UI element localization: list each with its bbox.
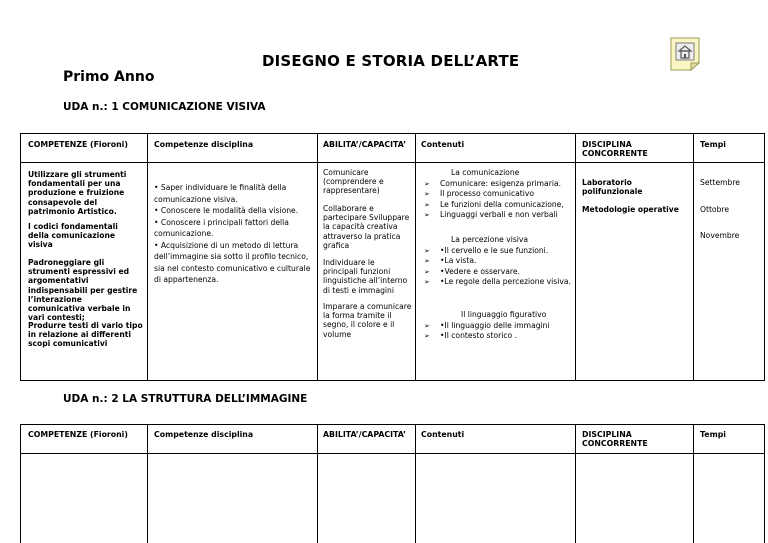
competenza-disciplina-item: • Saper individuare le finalità della comunicazione visiva. bbox=[154, 183, 287, 204]
uda1-table bbox=[20, 133, 765, 381]
competenza-disciplina-item: • Conoscere le modalità della visione. bbox=[154, 206, 299, 215]
home-icon[interactable] bbox=[670, 37, 700, 71]
abilita-item: Imparare a comunicare la forma tramite il segno, il colore e il volume bbox=[323, 302, 412, 339]
contenuti-item: ➢ Le funzioni della comunicazione, bbox=[421, 200, 573, 211]
contenuti-item: ➢ Comunicare: esigenza primaria. bbox=[421, 179, 573, 190]
uda1-header-contenuti: Contenuti bbox=[421, 140, 465, 149]
competenza-disciplina-item: • Conoscere i principali fattori della comunicazione. bbox=[154, 217, 289, 238]
uda1-heading: UDA n.: 1 COMUNICAZIONE VISIVA bbox=[63, 101, 266, 113]
uda2-header-abilita: ABILITA’/CAPACITA’ bbox=[323, 430, 406, 439]
contenuti-item: ➢ Linguaggi verbali e non verbali bbox=[421, 210, 573, 221]
abilita-item: Individuare le principali funzioni linguistiche all’interno di testi e immagini bbox=[323, 258, 408, 295]
year-heading: Primo Anno bbox=[63, 69, 155, 85]
tempi-item: Novembre bbox=[700, 231, 740, 240]
contenuti-item: ➢ •Vedere e osservare. bbox=[421, 267, 573, 278]
competenza-item: Utilizzare gli strumenti fondamentali per una produzione e fruizione consapevole del patrimonio Artistico. bbox=[28, 170, 127, 216]
contenuti-group-title: La percezione visiva bbox=[451, 235, 529, 244]
contenuti-item: ➢ •Le regole della percezione visiva. bbox=[421, 277, 573, 288]
contenuti-group-2 bbox=[421, 235, 573, 288]
uda1-header-competenze: COMPETENZE (Fioroni) bbox=[28, 140, 128, 149]
abilita-item: Collaborare e partecipare Sviluppare la capacità creativa attraverso la pratica grafica bbox=[323, 204, 410, 250]
tempi-item: Settembre bbox=[700, 178, 740, 187]
contenuti-group-title: Il linguaggio figurativo bbox=[461, 310, 547, 319]
competenza-item: I codici fondamentali della comunicazione visiva bbox=[28, 222, 118, 250]
contenuti-item: ➢ Il processo comunicativo bbox=[421, 189, 573, 200]
competenza-item: Padroneggiare gli strumenti espressivi ed argomentativi indispensabili per gestire l’interazione comunicativa verbale in vari contesti; bbox=[28, 258, 138, 323]
competenze-disciplina-list bbox=[154, 182, 314, 286]
uda1-header-tempi: Tempi bbox=[700, 140, 726, 149]
tempi-item: Ottobre bbox=[700, 205, 730, 214]
uda1-header-competenze-disciplina: Competenze disciplina bbox=[154, 140, 254, 149]
uda2-header-contenuti: Contenuti bbox=[421, 430, 465, 439]
competenza-disciplina-item: • Acquisizione di un metodo di lettura dell’immagine sia sotto il profilo tecnico, sia nel contesto comunicativo e culturale di appartenenza. bbox=[154, 240, 311, 284]
uda2-table bbox=[20, 424, 765, 543]
disciplina-item: Metodologie operative bbox=[582, 205, 679, 214]
abilita-item: Comunicare (comprendere e rappresentare) bbox=[323, 168, 384, 196]
contenuti-item: ➢ •Il contesto storico . bbox=[421, 331, 573, 342]
contenuti-item: ➢ •Il linguaggio delle immagini bbox=[421, 321, 573, 332]
contenuti-item: ➢ •Il cervello e le sue funzioni. bbox=[421, 246, 573, 257]
uda1-header-disciplina: DISCIPLINA CONCORRENTE bbox=[582, 140, 648, 159]
uda1-header-abilita: ABILITA’/CAPACITA’ bbox=[323, 140, 406, 149]
contenuti-item: ➢ •La vista. bbox=[421, 256, 573, 267]
contenuti-group-1 bbox=[421, 168, 573, 221]
uda2-header-competenze: COMPETENZE (Fioroni) bbox=[28, 430, 128, 439]
disciplina-item: Laboratorio polifunzionale bbox=[582, 178, 643, 197]
uda2-header-tempi: Tempi bbox=[700, 430, 726, 439]
contenuti-group-3 bbox=[421, 310, 573, 342]
document-title: DISEGNO E STORIA DELL’ARTE bbox=[262, 52, 520, 70]
uda2-header-competenze-disciplina: Competenze disciplina bbox=[154, 430, 254, 439]
contenuti-group-title: La comunicazione bbox=[451, 168, 520, 177]
competenza-item: Produrre testi di vario tipo in relazione ai differenti scopi comunicativi bbox=[28, 321, 143, 349]
uda2-header-disciplina: DISCIPLINA CONCORRENTE bbox=[582, 430, 648, 449]
uda2-heading: UDA n.: 2 LA STRUTTURA DELL’IMMAGINE bbox=[63, 393, 308, 405]
